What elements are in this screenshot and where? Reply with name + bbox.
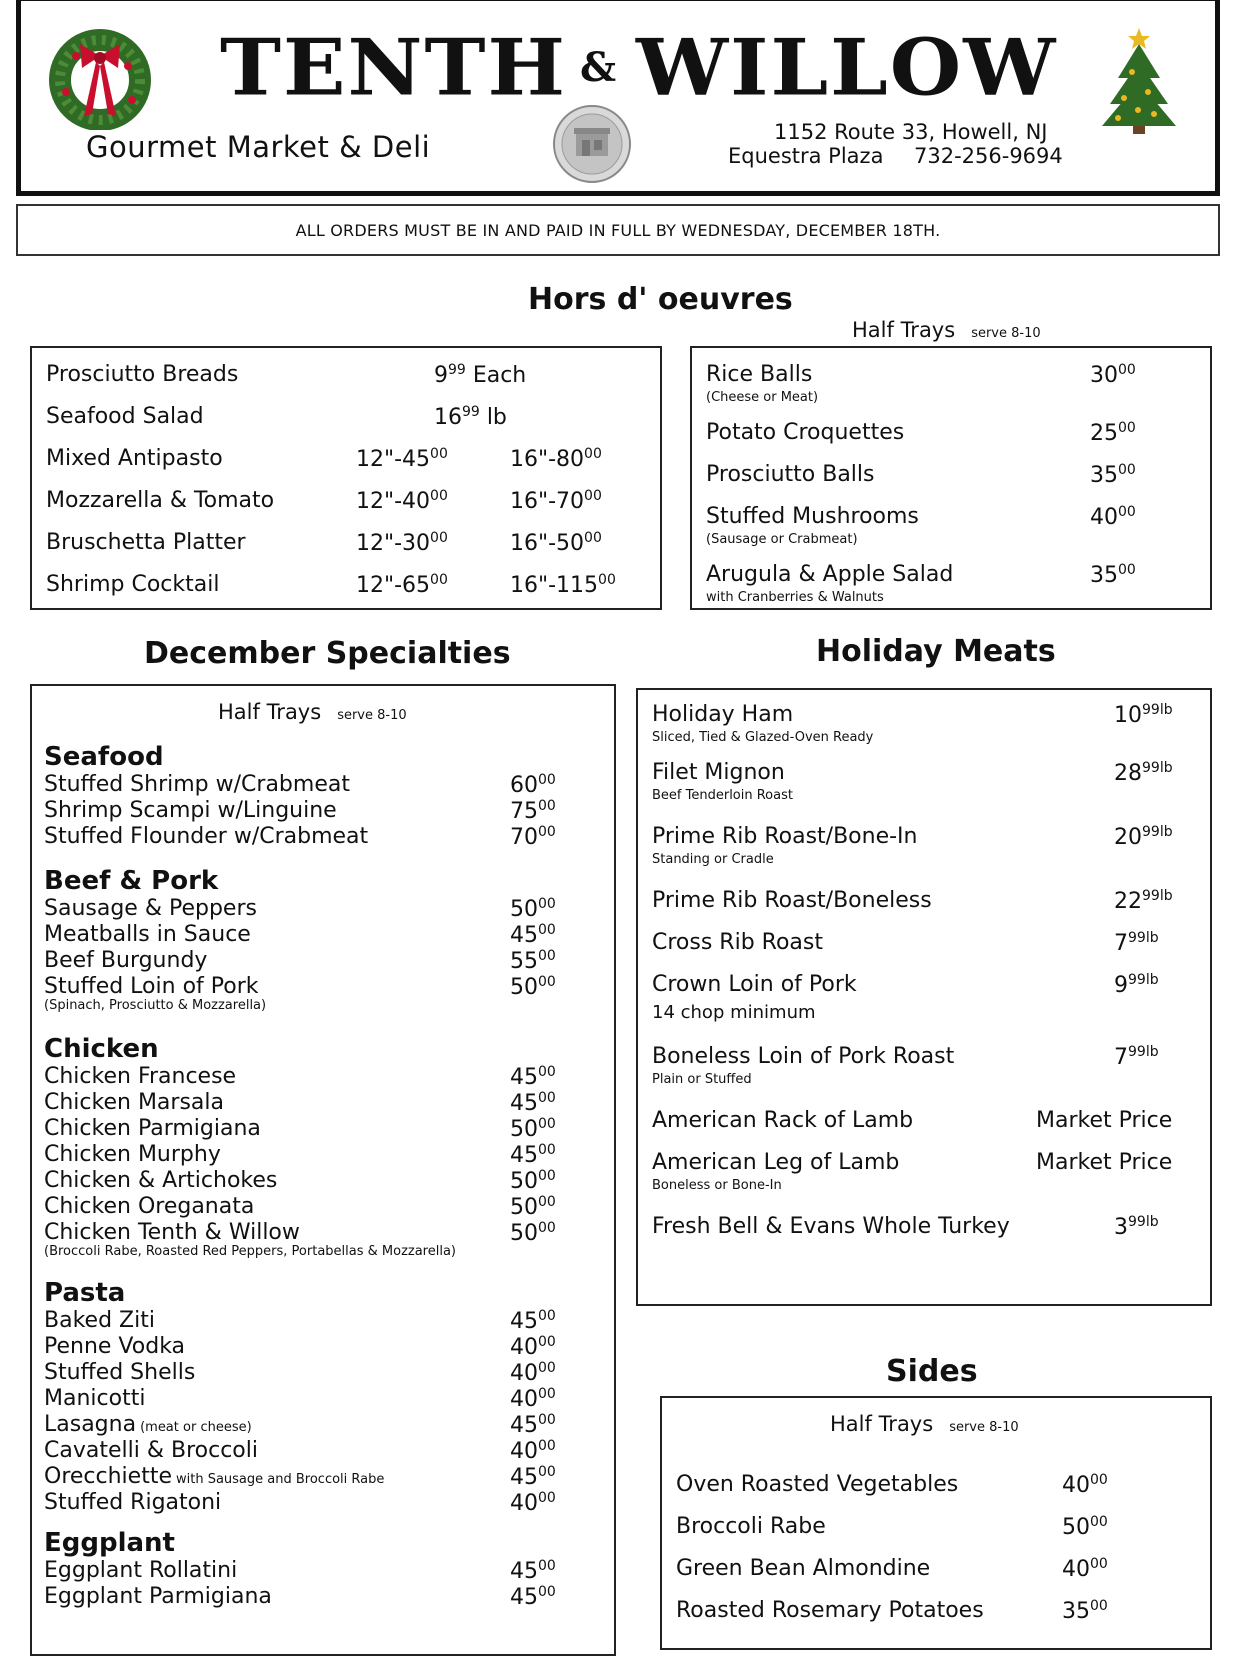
december-item-name: Meatballs in Sauce bbox=[44, 922, 251, 947]
side-item-price-cents: 00 bbox=[1090, 1472, 1108, 1488]
meat-item-name: Prime Rib Roast/Boneless bbox=[652, 888, 932, 913]
hors-price-16-cents: 00 bbox=[598, 572, 616, 588]
hors-tray-item-name: Stuffed Mushrooms bbox=[706, 504, 919, 529]
december-item-note: (Spinach, Prosciutto & Mozzarella) bbox=[44, 998, 267, 1013]
december-item-name: Penne Vodka bbox=[44, 1334, 186, 1359]
side-item-price-cents: 00 bbox=[1090, 1514, 1108, 1530]
december-item-price-cents: 00 bbox=[538, 824, 556, 840]
meat-item-price-cents: 99lb bbox=[1142, 760, 1173, 776]
hors-tray-price-cents: 00 bbox=[1118, 562, 1136, 578]
december-specialties-title: December Specialties bbox=[144, 636, 511, 671]
hors-tray-item-name: Arugula & Apple Salad bbox=[706, 562, 954, 587]
hors-price-16-cents: 00 bbox=[584, 446, 602, 462]
december-item-name: Eggplant Parmigiana bbox=[44, 1584, 272, 1609]
holiday-meats-title: Holiday Meats bbox=[816, 634, 1056, 669]
december-item-price: $40^{00}$ bbox=[510, 1386, 556, 1412]
meat-item-price: $10^{99lb}$ bbox=[1114, 702, 1173, 728]
side-item-price: $50^{00}$ bbox=[1062, 1514, 1108, 1540]
hors-tray-item-name: Prosciutto Balls bbox=[706, 462, 875, 487]
meat-item-price: $9^{99lb}$ bbox=[1114, 972, 1159, 998]
december-item-price: $45^{00}$ bbox=[510, 1412, 556, 1438]
december-item-name: Shrimp Scampi w/Linguine bbox=[44, 798, 337, 823]
meat-item-price-cents: 99lb bbox=[1128, 1044, 1159, 1060]
december-item-name: Chicken Tenth & Willow bbox=[44, 1220, 300, 1245]
christmas-tree-icon bbox=[1096, 22, 1182, 136]
december-item-price: $60^{00}$ bbox=[510, 772, 556, 798]
december-item-price-cents: 00 bbox=[538, 1490, 556, 1506]
december-item-price: $45^{00}$ bbox=[510, 1464, 556, 1490]
hors-item-name: Mixed Antipasto bbox=[46, 446, 223, 471]
hors-tray-price-cents: 00 bbox=[1118, 504, 1136, 520]
sides-box bbox=[660, 1396, 1212, 1650]
hors-price-12-cents: 00 bbox=[430, 488, 448, 504]
december-item-price-cents: 00 bbox=[538, 1168, 556, 1184]
december-item-price-cents: 00 bbox=[538, 1464, 556, 1480]
december-item-name: Baked Ziti bbox=[44, 1308, 155, 1333]
meat-item-note: Sliced, Tied & Glazed-Oven Ready bbox=[652, 730, 874, 745]
december-item-price-cents: 00 bbox=[538, 1386, 556, 1402]
december-item-price: $55^{00}$ bbox=[510, 948, 556, 974]
december-item-price-cents: 00 bbox=[538, 1334, 556, 1350]
meat-item-price-cents: 99lb bbox=[1128, 930, 1159, 946]
december-item-price-cents: 00 bbox=[538, 1360, 556, 1376]
december-item-price: $40^{00}$ bbox=[510, 1438, 556, 1464]
december-item-price-cents: 00 bbox=[538, 1064, 556, 1080]
side-item-name: Green Bean Almondine bbox=[676, 1556, 931, 1581]
december-item-name: Sausage & Peppers bbox=[44, 896, 257, 921]
december-item-price: $50^{00}$ bbox=[510, 896, 556, 922]
hors-tray-item-name: Potato Croquettes bbox=[706, 420, 905, 445]
december-category-heading: Seafood bbox=[44, 742, 164, 772]
sides-title: Sides bbox=[886, 1354, 978, 1389]
meat-item-note: Boneless or Bone-In bbox=[652, 1178, 782, 1193]
meat-item-note: Standing or Cradle bbox=[652, 852, 774, 867]
december-item-price: $45^{00}$ bbox=[510, 1064, 556, 1090]
december-item-inline-note: with Sausage and Broccoli Rabe bbox=[175, 1472, 385, 1487]
december-item-price: $40^{00}$ bbox=[510, 1334, 556, 1360]
hors-item-name: Prosciutto Breads bbox=[46, 362, 239, 387]
hors-price-12: $12"-40^{00}$ bbox=[356, 488, 448, 514]
december-item-name: Chicken & Artichokes bbox=[44, 1168, 278, 1193]
december-item-price: $45^{00}$ bbox=[510, 1584, 556, 1610]
meat-item-price: $3^{99lb}$ bbox=[1114, 1214, 1159, 1240]
december-item-name: Chicken Oreganata bbox=[44, 1194, 255, 1219]
december-item-price-cents: 00 bbox=[538, 1116, 556, 1132]
notice-box bbox=[16, 204, 1220, 256]
hors-price-12-cents: 00 bbox=[430, 446, 448, 462]
hors-tray-price: $35^{00}$ bbox=[1090, 462, 1136, 488]
tagline: Gourmet Market & Deli bbox=[86, 130, 431, 164]
december-item-name: Stuffed Shrimp w/Crabmeat bbox=[44, 772, 350, 797]
december-item-name: Beef Burgundy bbox=[44, 948, 208, 973]
december-item-price: $45^{00}$ bbox=[510, 1558, 556, 1584]
december-item-price-cents: 00 bbox=[538, 948, 556, 964]
side-item-price: $40^{00}$ bbox=[1062, 1556, 1108, 1582]
hors-price-16-cents: 00 bbox=[584, 488, 602, 504]
december-item-price: $50^{00}$ bbox=[510, 1116, 556, 1142]
address-line-1: 1152 Route 33, Howell, NJ bbox=[774, 120, 1048, 144]
december-item-price-cents: 00 bbox=[538, 1220, 556, 1236]
hors-item-name: Mozzarella & Tomato bbox=[46, 488, 275, 513]
hors-price-cents: 99 bbox=[462, 404, 480, 420]
december-item-price-cents: 00 bbox=[538, 1584, 556, 1600]
december-item-price: $45^{00}$ bbox=[510, 922, 556, 948]
december-item-price: $70^{00}$ bbox=[510, 824, 556, 850]
december-item-price-cents: 00 bbox=[538, 1558, 556, 1574]
december-item-name: Stuffed Loin of Pork bbox=[44, 974, 259, 999]
december-item-note: (Broccoli Rabe, Roasted Red Peppers, Portabellas & Mozzarella) bbox=[44, 1244, 457, 1259]
hors-price-16-cents: 00 bbox=[584, 530, 602, 546]
meat-item-price-cents: 99lb bbox=[1142, 824, 1173, 840]
hors-doeuvres-title: Hors d' oeuvres bbox=[528, 282, 793, 317]
hors-left-box bbox=[30, 346, 662, 610]
december-item-price: $50^{00}$ bbox=[510, 1220, 556, 1246]
side-item-price: $35^{00}$ bbox=[1062, 1598, 1108, 1624]
hors-tray-item-name: Rice Balls bbox=[706, 362, 813, 387]
meats-box bbox=[636, 688, 1212, 1306]
december-category-heading: Pasta bbox=[44, 1278, 126, 1308]
meat-item-name: Holiday Ham bbox=[652, 702, 794, 727]
side-item-price: $40^{00}$ bbox=[1062, 1472, 1108, 1498]
side-item-name: Broccoli Rabe bbox=[676, 1514, 826, 1539]
december-category-heading: Chicken bbox=[44, 1034, 159, 1064]
december-item-price-cents: 00 bbox=[538, 896, 556, 912]
december-half-trays-label: Half Trays serve 8-10 bbox=[218, 700, 407, 724]
hors-price-16: $16"-70^{00}$ bbox=[510, 488, 602, 514]
december-item-name: Orecchiette with Sausage and Broccoli Rabe bbox=[44, 1464, 385, 1489]
meat-item-price: $22^{99lb}$ bbox=[1114, 888, 1173, 914]
december-box bbox=[30, 684, 616, 1656]
december-item-name: Manicotti bbox=[44, 1386, 146, 1411]
meat-item-price: Market Price bbox=[1036, 1150, 1173, 1175]
hors-half-trays-label: Half Trays serve 8-10 bbox=[852, 318, 1041, 342]
december-item-inline-note: (meat or cheese) bbox=[140, 1420, 252, 1435]
december-item-price: $50^{00}$ bbox=[510, 1194, 556, 1220]
meat-item-name: Fresh Bell & Evans Whole Turkey bbox=[652, 1214, 1010, 1239]
december-item-price-cents: 00 bbox=[538, 1412, 556, 1428]
meat-item-price-cents: 99lb bbox=[1142, 702, 1173, 718]
meat-item-price: $20^{99lb}$ bbox=[1114, 824, 1173, 850]
december-item-price-cents: 00 bbox=[538, 798, 556, 814]
december-item-price: $45^{00}$ bbox=[510, 1308, 556, 1334]
december-item-price: $40^{00}$ bbox=[510, 1360, 556, 1386]
december-item-price: $75^{00}$ bbox=[510, 798, 556, 824]
hors-price: $16^{99}$ lb bbox=[434, 404, 507, 430]
meat-item-name: Filet Mignon bbox=[652, 760, 785, 785]
hors-price: $9^{99}$ Each bbox=[434, 362, 527, 388]
december-category-heading: Eggplant bbox=[44, 1528, 175, 1558]
december-category-heading: Beef & Pork bbox=[44, 866, 219, 896]
hors-tray-price-cents: 00 bbox=[1118, 362, 1136, 378]
meat-item-note: Plain or Stuffed bbox=[652, 1072, 752, 1087]
hors-tray-item-note: (Cheese or Meat) bbox=[706, 390, 819, 405]
hors-tray-price: $35^{00}$ bbox=[1090, 562, 1136, 588]
hors-price-cents: 99 bbox=[448, 362, 466, 378]
december-item-name: Stuffed Rigatoni bbox=[44, 1490, 222, 1515]
hors-item-name: Seafood Salad bbox=[46, 404, 204, 429]
hors-item-name: Shrimp Cocktail bbox=[46, 572, 220, 597]
phone-number: 732-256-9694 bbox=[914, 144, 1063, 168]
meat-item-price: $7^{99lb}$ bbox=[1114, 930, 1159, 956]
december-item-name: Cavatelli & Broccoli bbox=[44, 1438, 258, 1463]
december-item-price: $50^{00}$ bbox=[510, 974, 556, 1000]
december-item-price-cents: 00 bbox=[538, 974, 556, 990]
meat-item-price-cents: 99lb bbox=[1128, 1214, 1159, 1230]
meat-item-name: Prime Rib Roast/Bone-In bbox=[652, 824, 918, 849]
meat-item-name: Cross Rib Roast bbox=[652, 930, 823, 955]
meat-item-price: Market Price bbox=[1036, 1108, 1173, 1133]
december-item-price-cents: 00 bbox=[538, 1142, 556, 1158]
address-place: Equestra Plaza bbox=[728, 144, 884, 168]
meat-item-price-cents: 99lb bbox=[1128, 972, 1159, 988]
hors-tray-price-cents: 00 bbox=[1118, 420, 1136, 436]
meat-item-price: $7^{99lb}$ bbox=[1114, 1044, 1159, 1070]
meat-item-price: $28^{99lb}$ bbox=[1114, 760, 1173, 786]
side-item-name: Roasted Rosemary Potatoes bbox=[676, 1598, 984, 1623]
december-item-price-cents: 00 bbox=[538, 1194, 556, 1210]
hors-price-16: $16"-50^{00}$ bbox=[510, 530, 602, 556]
december-item-name: Chicken Murphy bbox=[44, 1142, 221, 1167]
hors-price-16: $16"-80^{00}$ bbox=[510, 446, 602, 472]
december-item-name: Chicken Francese bbox=[44, 1064, 237, 1089]
hors-tray-item-note: (Sausage or Crabmeat) bbox=[706, 532, 858, 547]
hors-price-12-cents: 00 bbox=[430, 572, 448, 588]
december-item-name: Chicken Marsala bbox=[44, 1090, 224, 1115]
december-item-name: Lasagna (meat or cheese) bbox=[44, 1412, 252, 1437]
december-item-price: $45^{00}$ bbox=[510, 1142, 556, 1168]
december-item-name: Chicken Parmigiana bbox=[44, 1116, 261, 1141]
hors-right-box bbox=[690, 346, 1212, 610]
meat-item-note: 14 chop minimum bbox=[652, 1002, 816, 1023]
side-item-price-cents: 00 bbox=[1090, 1556, 1108, 1572]
meat-item-name: American Leg of Lamb bbox=[652, 1150, 900, 1175]
brand-word-willow: WILLOW bbox=[636, 22, 1058, 114]
hors-price-12-cents: 00 bbox=[430, 530, 448, 546]
hors-tray-price-cents: 00 bbox=[1118, 462, 1136, 478]
meat-item-note: Beef Tenderloin Roast bbox=[652, 788, 793, 803]
december-item-name: Stuffed Shells bbox=[44, 1360, 196, 1385]
hors-tray-price: $25^{00}$ bbox=[1090, 420, 1136, 446]
side-item-name: Oven Roasted Vegetables bbox=[676, 1472, 959, 1497]
meat-item-name: Boneless Loin of Pork Roast bbox=[652, 1044, 955, 1069]
december-item-price-cents: 00 bbox=[538, 772, 556, 788]
brand-ampersand: & bbox=[580, 44, 617, 91]
december-item-price: $40^{00}$ bbox=[510, 1490, 556, 1516]
december-item-name: Eggplant Rollatini bbox=[44, 1558, 238, 1583]
store-logo bbox=[552, 104, 632, 184]
december-item-price-cents: 00 bbox=[538, 922, 556, 938]
hors-price-12: $12"-65^{00}$ bbox=[356, 572, 448, 598]
side-item-price-cents: 00 bbox=[1090, 1598, 1108, 1614]
order-deadline-notice: ALL ORDERS MUST BE IN AND PAID IN FULL BY WEDNESDAY, DECEMBER 18TH. bbox=[295, 221, 941, 240]
december-item-price: $45^{00}$ bbox=[510, 1090, 556, 1116]
december-item-price-cents: 00 bbox=[538, 1438, 556, 1454]
hors-item-name: Bruschetta Platter bbox=[46, 530, 246, 555]
hors-price-12: $12"-30^{00}$ bbox=[356, 530, 448, 556]
hors-tray-item-note: with Cranberries & Walnuts bbox=[706, 590, 884, 605]
december-item-price: $50^{00}$ bbox=[510, 1168, 556, 1194]
sides-half-trays-label: Half Trays serve 8-10 bbox=[830, 1412, 1019, 1436]
december-item-price-cents: 00 bbox=[538, 1308, 556, 1324]
brand-word-tenth: TENTH bbox=[220, 22, 567, 114]
december-item-name: Stuffed Flounder w/Crabmeat bbox=[44, 824, 369, 849]
hors-tray-price: $30^{00}$ bbox=[1090, 362, 1136, 388]
december-item-price-cents: 00 bbox=[538, 1090, 556, 1106]
hors-price-12: $12"-45^{00}$ bbox=[356, 446, 448, 472]
hors-price-16: $16"-115^{00}$ bbox=[510, 572, 616, 598]
meat-item-price-cents: 99lb bbox=[1142, 888, 1173, 904]
hors-tray-price: $40^{00}$ bbox=[1090, 504, 1136, 530]
wreath-icon bbox=[46, 26, 154, 130]
meat-item-name: American Rack of Lamb bbox=[652, 1108, 914, 1133]
meat-item-name: Crown Loin of Pork bbox=[652, 972, 857, 997]
